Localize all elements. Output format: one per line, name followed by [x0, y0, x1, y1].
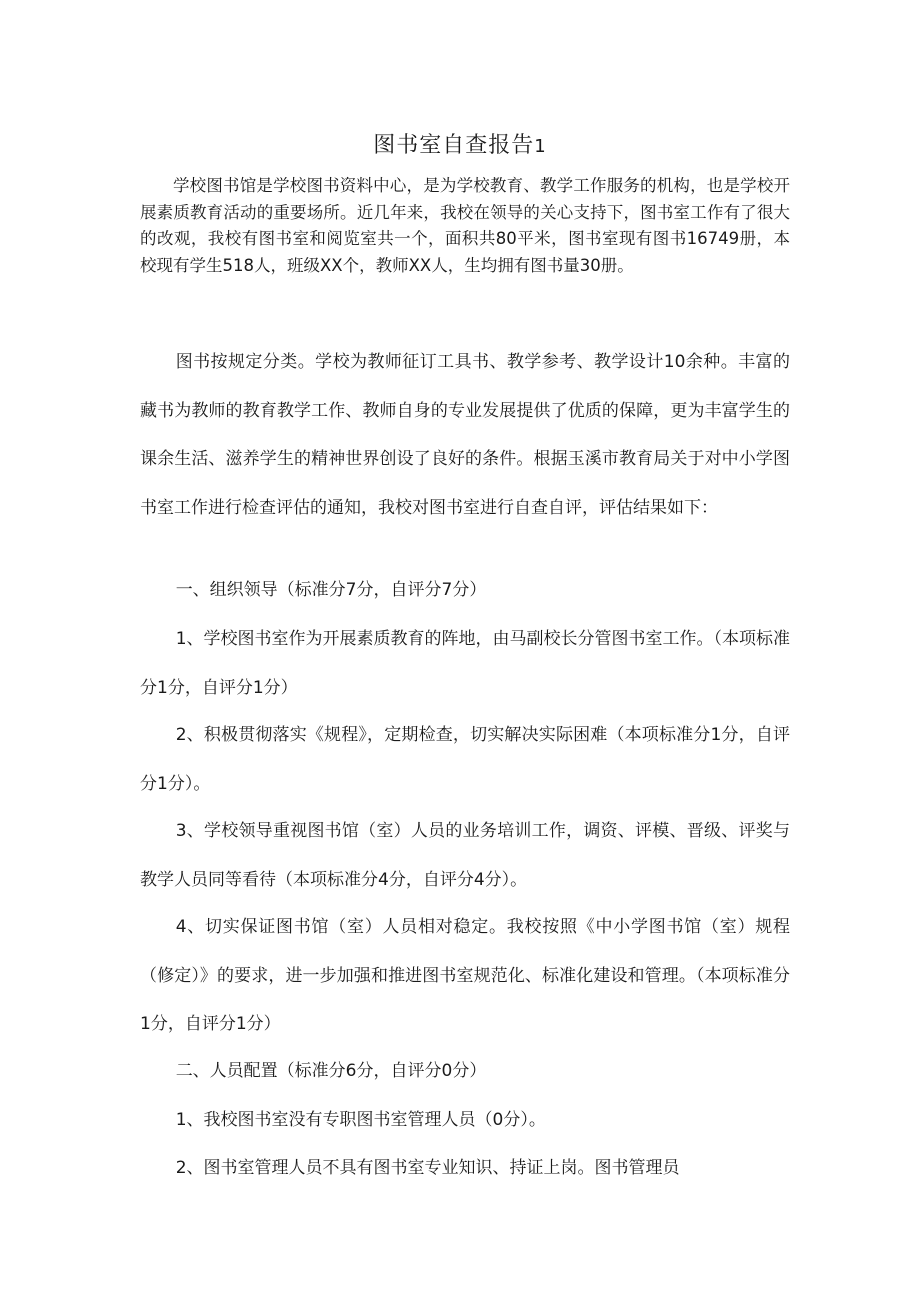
- title-number: 1: [534, 136, 547, 157]
- intro-paragraph: 学校图书馆是学校图书资料中心，是为学校教育、教学工作服务的机构，也是学校开展素质教育活动的重要场所。近几年来，我校在领导的关心支持下，图书室工作有了很大的改观，我校有图书室和阅览室共一个，面积共80平米，图书室现有图书16749册，本校现有学生518人，班级XX个，教师XX人，生均拥有图书量30册。: [140, 176, 790, 275]
- section-heading-staffing: 二、人员配置（标准分6分，自评分0分）: [175, 1061, 487, 1081]
- section-heading-organization: 一、组织领导（标准分7分，自评分7分）: [175, 580, 487, 600]
- document-title: [0, 130, 920, 163]
- list-item: 2、积极贯彻落实《规程》，定期检查，切实解决实际困难（本项标准分1分，自评分1分）。: [140, 725, 790, 794]
- list-item: 3、学校领导重视图书馆（室）人员的业务培训工作，调资、评模、晋级、评奖与教学人员同等看待（本项标准分4分，自评分4分）。: [140, 821, 790, 890]
- list-item: 1、学校图书室作为开展素质教育的阵地，由马副校长分管图书室工作。（本项标准分1分，自评分1分）: [140, 629, 791, 698]
- title-text: 图书室自查报告: [373, 133, 535, 158]
- list-item: 1、我校图书室没有专职图书室管理人员（0分）。: [175, 1110, 546, 1130]
- list-item: 4、切实保证图书馆（室）人员相对稳定。我校按照《中小学图书馆（室）规程（修定）》的要求，进一步加强和推进图书室规范化、标准化建设和管理。（本项标准分1分，自评分1分）: [140, 917, 790, 1034]
- list-item: 2、图书室管理人员不具有图书室专业知识、持证上岗。图书管理员: [175, 1158, 680, 1178]
- paragraph-classification: 图书按规定分类。学校为教师征订工具书、教学参考、教学设计10余种。丰富的藏书为教师的教育教学工作、教师自身的专业发展提供了优质的保障，更为丰富学生的课余生活、滋养学生的精神世界创设了良好的条件。根据玉溪市教育局关于对中小学图书室工作进行检查评估的通知，我校对图书室进行自查自评，评估结果如下：: [140, 352, 790, 518]
